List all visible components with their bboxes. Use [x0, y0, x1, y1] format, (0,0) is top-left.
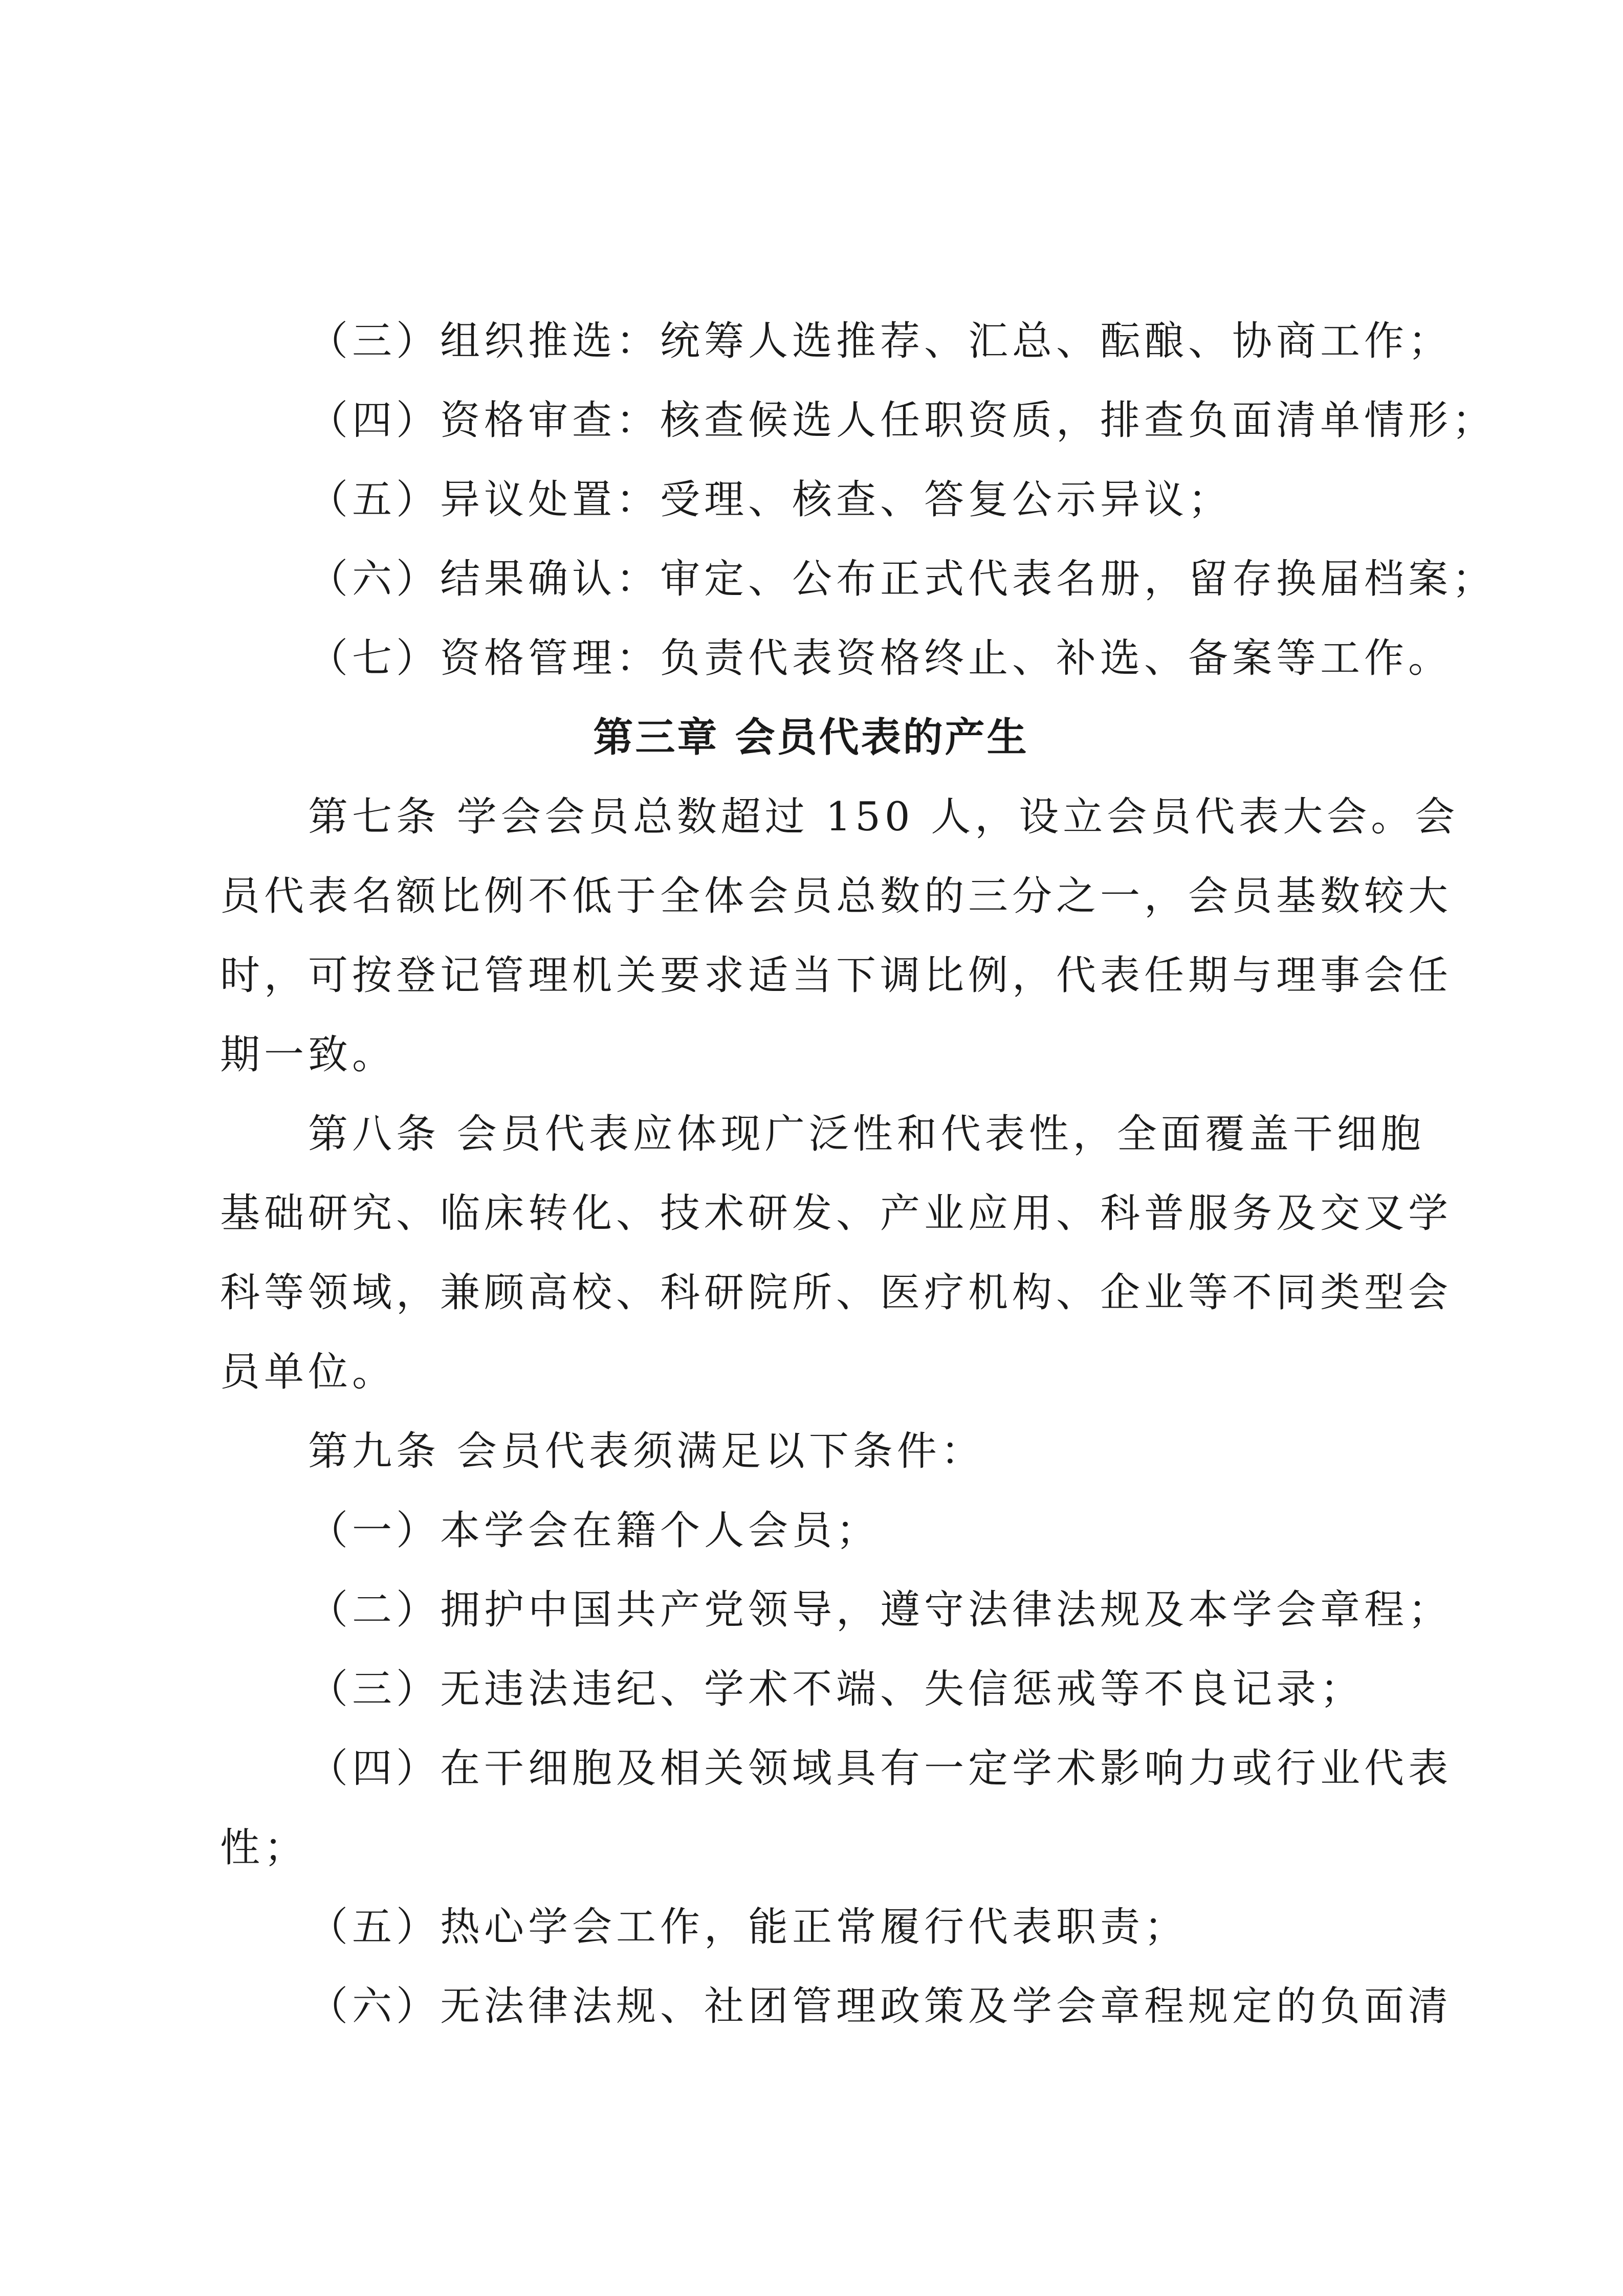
- chapter-title: 第三章 会员代表的产生: [593, 715, 1029, 761]
- list-item: （四）在干细胞及相关领域具有一定学术影响力或行业代表: [308, 1746, 1453, 1792]
- list-item: （五）热心学会工作，能正常履行代表职责；: [308, 1904, 1189, 1950]
- list-item: （一）本学会在籍个人会员；: [308, 1508, 881, 1554]
- list-item-continuation: 性；: [220, 1825, 309, 1871]
- document-body: [220, 302, 1497, 2046]
- article-eight: [220, 1095, 1453, 1412]
- article-line: 员单位。: [220, 1349, 397, 1395]
- article-nine-intro: 第九条 会员代表须满足以下条件：: [308, 1428, 985, 1474]
- list-item-qualification-review: （四）资格审查：核查候选人任职资质，排查负面清单情形；: [308, 398, 1497, 444]
- article-line: 员代表名额比例不低于全体会员总数的三分之一，会员基数较大: [220, 873, 1453, 919]
- list-item-qualification-management: （七）资格管理：负责代表资格终止、补选、备案等工作。: [308, 635, 1453, 681]
- list-item-result-confirmation: （六）结果确认：审定、公布正式代表名册，留存换届档案；: [308, 556, 1497, 602]
- list-item: （二）拥护中国共产党领导，遵守法律法规及本学会章程；: [308, 1587, 1453, 1633]
- list-item: （六）无法律法规、社团管理政策及学会章程规定的负面清: [308, 1983, 1453, 2029]
- article-line: 基础研究、临床转化、技术研发、产业应用、科普服务及交叉学: [220, 1190, 1453, 1237]
- list-item-organize-selection: （三）组织推选：统筹人选推荐、汇总、酝酿、协商工作；: [308, 318, 1453, 364]
- article-line: 第八条 会员代表应体现广泛性和代表性，全面覆盖干细胞: [308, 1111, 1425, 1157]
- article-line: 第七条 学会会员总数超过 150 人，设立会员代表大会。会: [308, 794, 1459, 840]
- article-nine: [220, 1412, 1453, 2046]
- article-line: 科等领域，兼顾高校、科研院所、医疗机构、企业等不同类型会: [220, 1270, 1453, 1316]
- list-item: （三）无违法违纪、学术不端、失信惩戒等不良记录；: [308, 1666, 1365, 1712]
- article-line: 时，可按登记管理机关要求适当下调比例，代表任期与理事会任: [220, 953, 1453, 999]
- article-line: 期一致。: [220, 1032, 397, 1078]
- article-seven: [220, 778, 1459, 1095]
- list-item-objection-handling: （五）异议处置：受理、核查、答复公示异议；: [308, 477, 1233, 523]
